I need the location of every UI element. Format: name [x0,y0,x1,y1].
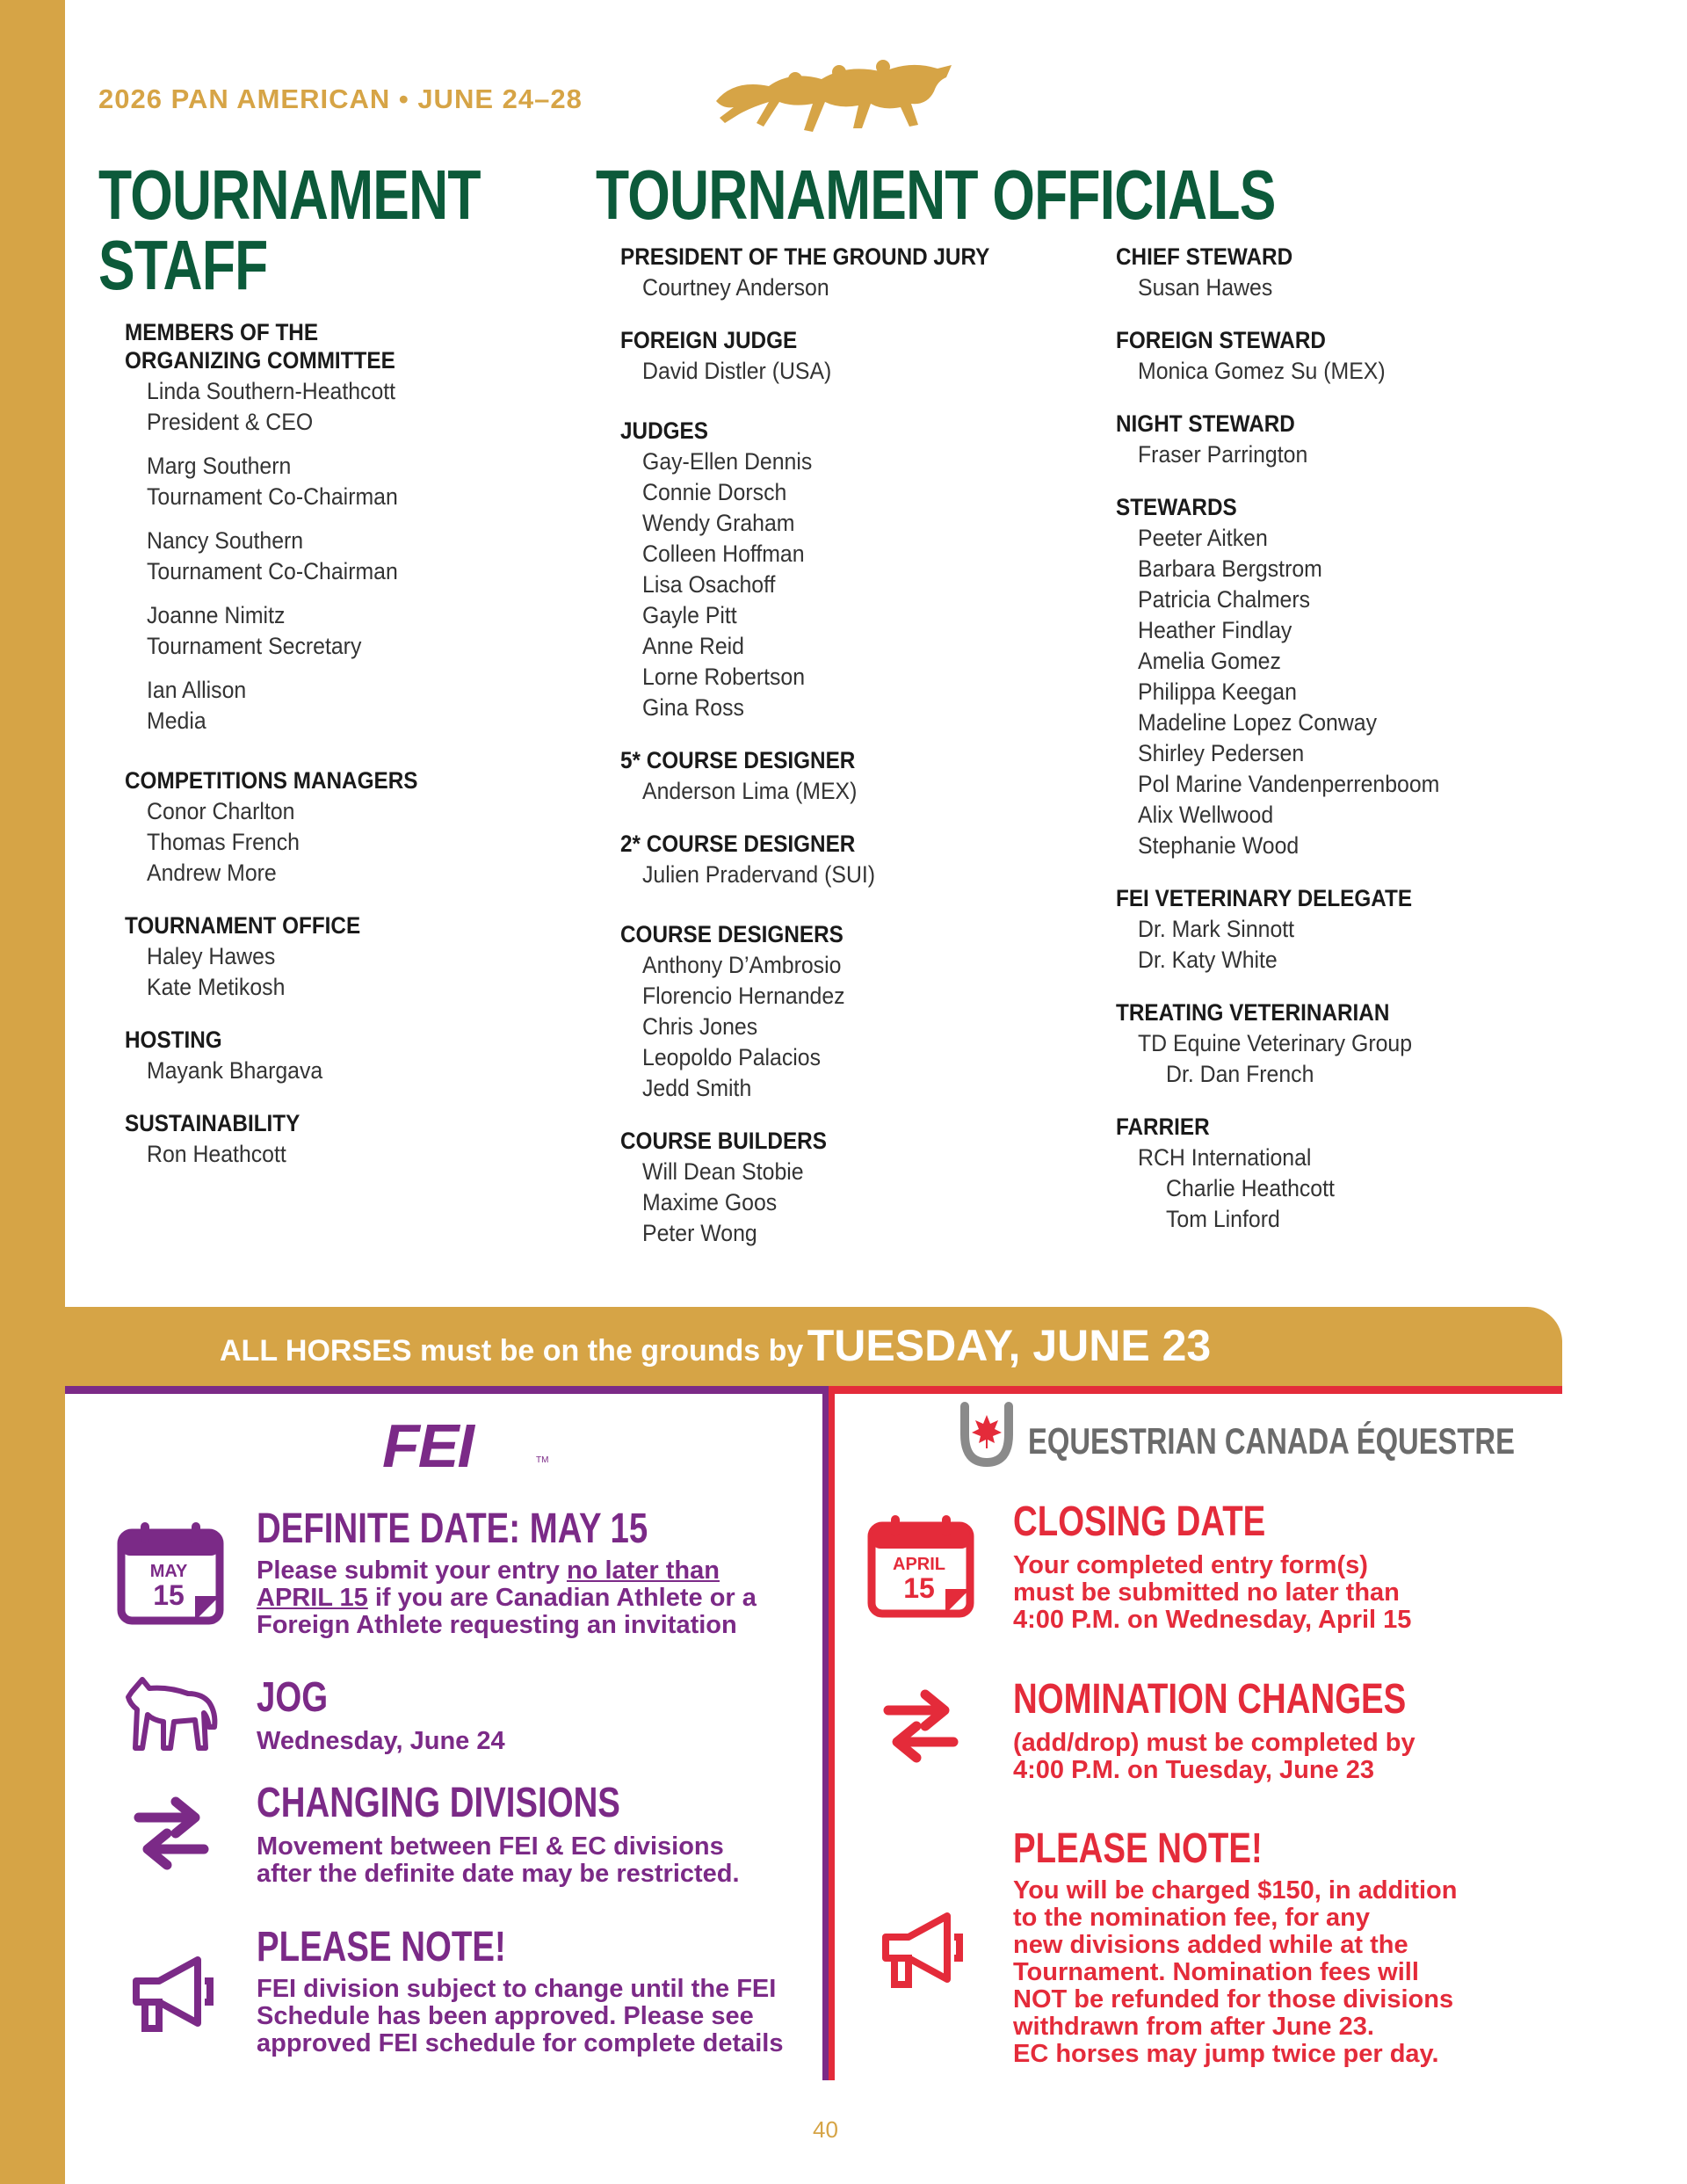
person-name: Julien Pradervand (SUI) [642,861,876,888]
officials-column-1 [620,243,1112,1249]
body-text: EC horses may jump twice per day. [1013,2040,1439,2068]
definite-date-body [257,1557,819,1639]
person-name: Haley Hawes [147,943,276,969]
calendar-month: APRIL [893,1555,945,1574]
person-name: Dr. Katy White [1138,947,1278,973]
judges-names [642,446,1075,723]
person-name: Fraser Parrington [1138,441,1308,468]
person-name: Dr. Dan French [1166,1061,1314,1087]
horses-logo-icon [707,53,962,141]
page-number: 40 [813,2116,838,2143]
panel-divider-red [829,1386,835,2080]
person-name: Gina Ross [642,694,744,721]
person-name: Mayank Bhargava [147,1057,323,1084]
person-name: Dr. Mark Sinnott [1138,916,1295,942]
course-builders-heading: COURSE BUILDERS [620,1128,827,1154]
calendar-month: MAY [149,1562,188,1581]
body-text: Please submit your entry [257,1556,567,1585]
person-name: Ron Heathcott [147,1141,286,1167]
ec-please-note-title: PLEASE NOTE! [1013,1825,1263,1872]
panel-divider-purple [822,1386,829,2080]
committee-member [147,451,579,512]
equestrian-canada-logo: EQUESTRIAN CANADA ÉQUESTRE [1028,1420,1515,1462]
person-name: Patricia Chalmers [1138,586,1311,613]
changing-divisions-title: CHANGING DIVISIONS [257,1780,620,1826]
committee-member [147,675,579,736]
course-designers-heading: COURSE DESIGNERS [620,921,844,947]
tournament-staff-title [98,156,481,304]
person-name: Pol Marine Vandenperrenboom [1138,771,1440,797]
jog-body: Wednesday, June 24 [257,1727,505,1755]
person-name: Conor Charlton [147,798,295,824]
member-role: Media [147,707,206,734]
calendar-icon [114,1520,227,1626]
calendar-icon [865,1513,977,1619]
staff-title-line1: TOURNAMENT [98,156,481,234]
underlined-text: APRIL 15 [257,1584,368,1612]
person-name: Anne Reid [642,633,745,659]
person-name: David Distler (USA) [642,358,832,384]
sustainability-names [147,1139,579,1170]
person-name: Thomas French [147,829,300,855]
body-text: Foreign Athlete requesting an invitation [257,1611,737,1639]
body-text: after the definite date may be restricted. [257,1860,740,1888]
fei-trademark: TM [536,1455,549,1465]
event-header: 2026 PAN AMERICAN • JUNE 24–28 [98,83,583,114]
person-name: Wendy Graham [642,510,795,536]
body-text: (add/drop) must be completed by [1013,1729,1415,1757]
farrier-heading: FARRIER [1116,1114,1210,1140]
member-role: Tournament Secretary [147,633,362,659]
course-designers-names [642,950,1075,1104]
body-text: new divisions added while at the [1013,1931,1408,1959]
ec-please-note-body [1013,1877,1558,2068]
foreign-judge-names [642,356,1075,387]
person-name: Lisa Osachoff [642,571,776,598]
member-role: Tournament Co-Chairman [147,483,398,510]
person-name: Madeline Lopez Conway [1138,709,1378,736]
committee-heading [125,318,568,374]
person-name: Leopoldo Palacios [642,1044,822,1070]
office-names [147,941,579,1003]
ec-top-rule [835,1386,1562,1394]
member-role: Tournament Co-Chairman [147,558,398,584]
person-name: Lorne Robertson [642,664,806,690]
changing-divisions-body [257,1833,819,1888]
treating-vet-org [1138,1028,1618,1059]
fei-please-note-body [257,1976,819,2057]
committee-member [147,526,579,587]
body-text: to the nomination fee, for any [1013,1904,1371,1932]
horse-icon [123,1674,221,1753]
person-name: Chris Jones [642,1013,758,1040]
swap-arrows-icon [132,1793,211,1872]
person-name: Gayle Pitt [642,602,737,628]
person-name: Charlie Heathcott [1166,1175,1335,1201]
competitions-names [147,796,579,889]
foreign-judge-heading: FOREIGN JUDGE [620,327,798,353]
fei-top-rule [65,1386,828,1394]
person-name: Florencio Hernandez [642,983,845,1009]
underlined-text: no later than [566,1556,720,1585]
staff-column [125,318,617,1170]
member-name: Marg Southern [147,453,292,479]
definite-date-title: DEFINITE DATE: MAY 15 [257,1506,648,1552]
person-name: Shirley Pedersen [1138,740,1305,766]
vet-delegate-heading: FEI VETERINARY DELEGATE [1116,885,1413,911]
horseshoe-maple-leaf-icon [956,1399,1017,1469]
committee-member [147,376,579,438]
person-name: Courtney Anderson [642,274,829,301]
sustainability-heading: SUSTAINABILITY [125,1110,300,1136]
committee-member [147,600,579,662]
closing-date-title: CLOSING DATE [1013,1498,1266,1545]
stewards-names [1138,523,1618,861]
person-name: Alix Wellwood [1138,802,1274,828]
member-name: Ian Allison [147,677,247,703]
gold-sidebar [0,0,65,2184]
fei-please-note-title: PLEASE NOTE! [257,1924,506,1970]
calendar-day: 15 [153,1579,185,1611]
night-steward-names [1138,439,1618,470]
member-role: President & CEO [147,409,314,435]
organization-name: RCH International [1138,1144,1312,1171]
course2-names [642,860,1075,890]
body-text: Schedule has been approved. Please see [257,2002,754,2030]
person-name: Susan Hawes [1138,274,1273,301]
body-text: Tournament. Nomination fees will [1013,1958,1419,1986]
person-name: Gay-Ellen Dennis [642,448,813,475]
body-text: Movement between FEI & EC divisions [257,1832,724,1861]
farrier-org [1138,1143,1618,1173]
body-text: must be submitted no later than [1013,1578,1400,1607]
person-name: Will Dean Stobie [642,1158,804,1185]
stewards-heading: STEWARDS [1116,494,1237,520]
nomination-changes-body [1013,1730,1558,1784]
foreign-steward-heading: FOREIGN STEWARD [1116,327,1326,353]
person-name: Amelia Gomez [1138,648,1281,674]
band-prefix: ALL HORSES must be on the grounds by [220,1334,804,1368]
megaphone-icon [877,1907,965,1995]
person-name: Anderson Lima (MEX) [642,778,858,804]
calendar-day: 15 [903,1572,935,1604]
hosting-names [147,1056,579,1086]
chief-steward-names [1138,272,1618,303]
body-text: if you are Canadian Athlete or a [367,1584,757,1612]
body-text: Your completed entry form(s) [1013,1551,1368,1579]
person-name: Jedd Smith [642,1075,752,1101]
competitions-heading: COMPETITIONS MANAGERS [125,767,418,794]
horses-arrival-text [220,1320,1211,1371]
person-name: Kate Metikosh [147,974,286,1000]
body-text: You will be charged $150, in addition [1013,1876,1458,1905]
person-name: Andrew More [147,860,277,886]
band-date: TUESDAY, JUNE 23 [807,1321,1212,1370]
organization-name: TD Equine Veterinary Group [1138,1030,1413,1056]
treating-vet-names [1166,1059,1621,1090]
chief-steward-heading: CHIEF STEWARD [1116,243,1293,270]
member-name: Joanne Nimitz [147,602,286,628]
person-name: Colleen Hoffman [642,541,805,567]
night-steward-heading: NIGHT STEWARD [1116,410,1295,437]
course2-heading: 2* COURSE DESIGNER [620,831,856,857]
course5-heading: 5* COURSE DESIGNER [620,747,856,773]
staff-title-line2: STAFF [98,226,268,304]
person-name: Peeter Aitken [1138,525,1268,551]
person-name: Anthony D’Ambrosio [642,952,842,978]
person-name: Peter Wong [642,1220,757,1246]
person-name: Stephanie Wood [1138,832,1300,859]
vet-delegate-names [1138,914,1618,976]
jog-title: JOG [257,1674,329,1721]
nomination-changes-title: NOMINATION CHANGES [1013,1676,1407,1723]
fei-logo: FEI [382,1411,473,1480]
course-builders-names [642,1157,1075,1249]
farrier-names [1166,1173,1621,1235]
member-name: Nancy Southern [147,527,304,554]
treating-vet-heading: TREATING VETERINARIAN [1116,999,1390,1026]
foreign-steward-names [1138,356,1618,387]
person-name: Connie Dorsch [642,479,787,505]
body-text: NOT be refunded for those divisions [1013,1985,1454,2013]
officials-column-2 [1116,243,1661,1235]
committee-heading-line2: ORGANIZING COMMITTEE [125,347,395,374]
body-text: 4:00 P.M. on Tuesday, June 23 [1013,1756,1374,1784]
course5-names [642,776,1075,807]
hosting-heading: HOSTING [125,1027,222,1053]
president-names [642,272,1075,303]
body-text: approved FEI schedule for complete details [257,2029,784,2057]
swap-arrows-icon [881,1686,960,1765]
person-name: Maxime Goos [642,1189,778,1215]
body-text: withdrawn from after June 23. [1013,2013,1374,2041]
judges-heading: JUDGES [620,417,708,444]
closing-date-body [1013,1552,1558,1634]
megaphone-icon [127,1951,215,2039]
person-name: Monica Gomez Su (MEX) [1138,358,1386,384]
office-heading: TOURNAMENT OFFICE [125,912,361,939]
body-text: FEI division subject to change until the FEI [257,1975,777,2003]
tournament-officials-title: TOURNAMENT OFFICIALS [596,156,1276,234]
person-name: Heather Findlay [1138,617,1292,643]
person-name: Tom Linford [1166,1206,1280,1232]
member-name: Linda Southern-Heathcott [147,378,396,404]
person-name: Barbara Bergstrom [1138,555,1322,582]
body-text: 4:00 P.M. on Wednesday, April 15 [1013,1606,1412,1634]
person-name: Philippa Keegan [1138,678,1297,705]
president-heading: PRESIDENT OF THE GROUND JURY [620,243,990,270]
committee-heading-line1: MEMBERS OF THE [125,319,319,345]
